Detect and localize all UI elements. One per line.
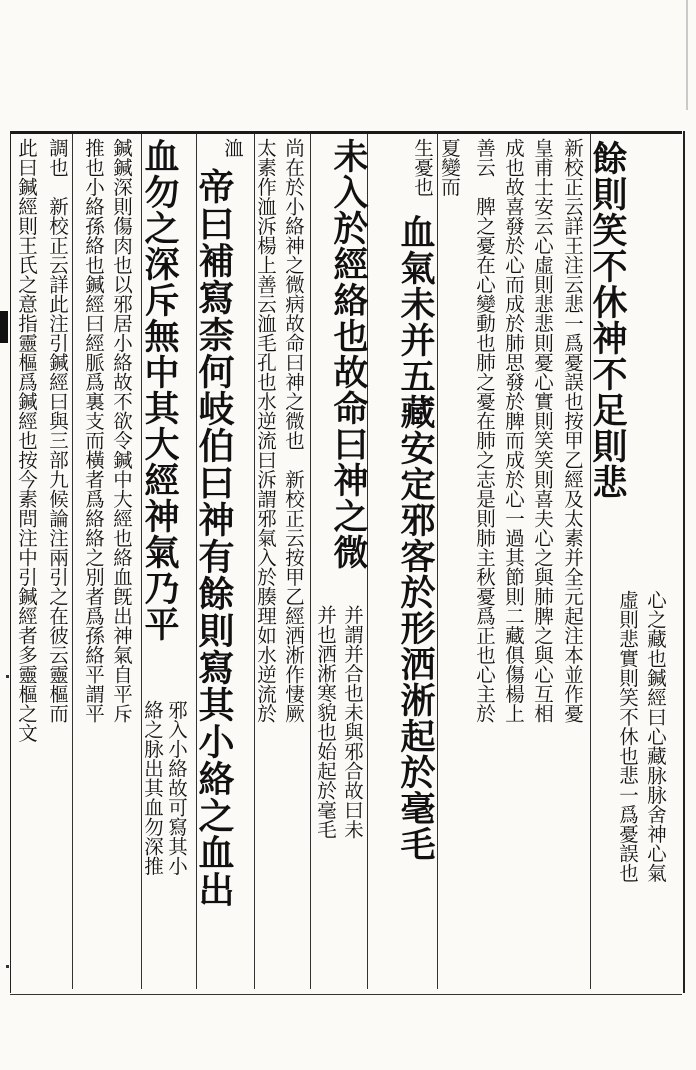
commentary-column-4: 成也故喜發於心而成於肺思發於脾而成於心一過其節則二藏俱傷楊上 [502,138,525,723]
commentary-column-19: 此曰鍼經則王氏之意指靈樞爲鍼經也按今素問注中引鍼經者多靈樞之文 [15,138,38,743]
main-text-column-13: 帝曰補寫柰何岐伯曰神有餘則寫其小絡之血出 [193,168,235,908]
text-column-1: 餘則笑不休神不足則悲 [587,140,628,500]
main-text-column-8: 未入於經絡也故命曰神之微 [328,138,369,570]
commentary-column-18: 調也 新校正云詳此注引鍼經曰與三部九候論注兩引之在彼云靈樞而 [46,138,69,723]
annotation-column-1a: 心之藏也鍼經曰心藏脉脉舍神心氣 [644,590,667,883]
annotation-column-1b: 虛則悲實則笑不休也悲一爲憂誤也 [616,590,639,883]
commentary-column-6b: 生憂也 [411,138,434,197]
commentary-column-3: 皇甫士安云心虛則悲悲則憂心實則笑笑則喜夫心之與肺脾之與心互相 [531,138,554,723]
page-edge-shadow [686,0,688,110]
column-rule [310,134,311,989]
scan-speck [6,675,9,678]
binding-edge-mark [0,311,8,343]
commentary-column-17: 推也小絡孫絡也鍼經曰經脈爲裏支而橫者爲絡絡之別者爲孫絡平謂平 [82,138,105,723]
commentary-column-16: 鍼鍼深則傷肉也以邪居小絡故不欲令鍼中大經也絡血旣出神氣自平斥 [110,138,133,723]
commentary-column-6a: 夏變而 [438,138,461,197]
scan-speck [6,965,9,968]
commentary-column-12: 洫 [221,138,244,158]
commentary-column-15b: 絡之脉出其血勿深推 [141,700,164,876]
commentary-column-5: 善云 脾之憂在心變動也肺之憂在肺之志是則肺主秋憂爲正也心主於 [473,138,496,723]
commentary-column-15a: 邪入小絡故可寫其小 [165,700,188,876]
commentary-column-9a: 并謂并合也未與邪合故曰未 [341,605,364,839]
commentary-column-11: 太素作洫泝楊上善云洫毛孔也水逆流曰泝謂邪氣入於腠理如水逆流於 [254,138,277,723]
main-text-column-14: 血勿之深斥無中其大經神氣乃平 [139,138,180,642]
commentary-column-2: 新校正云詳王注云悲一爲憂誤也按甲乙經及太素并全元起注本並作憂 [561,138,584,723]
commentary-column-9b: 并也洒淅寒貌也始起於毫毛 [314,605,337,839]
column-rule [72,134,73,989]
main-text-column-7: 血氣未并五藏安定邪客於形洒淅起於毫毛 [395,214,436,862]
commentary-column-10: 尚在於小絡神之微病故命曰神之微也 新校正云按甲乙經洒淅作悽厥 [282,138,305,723]
